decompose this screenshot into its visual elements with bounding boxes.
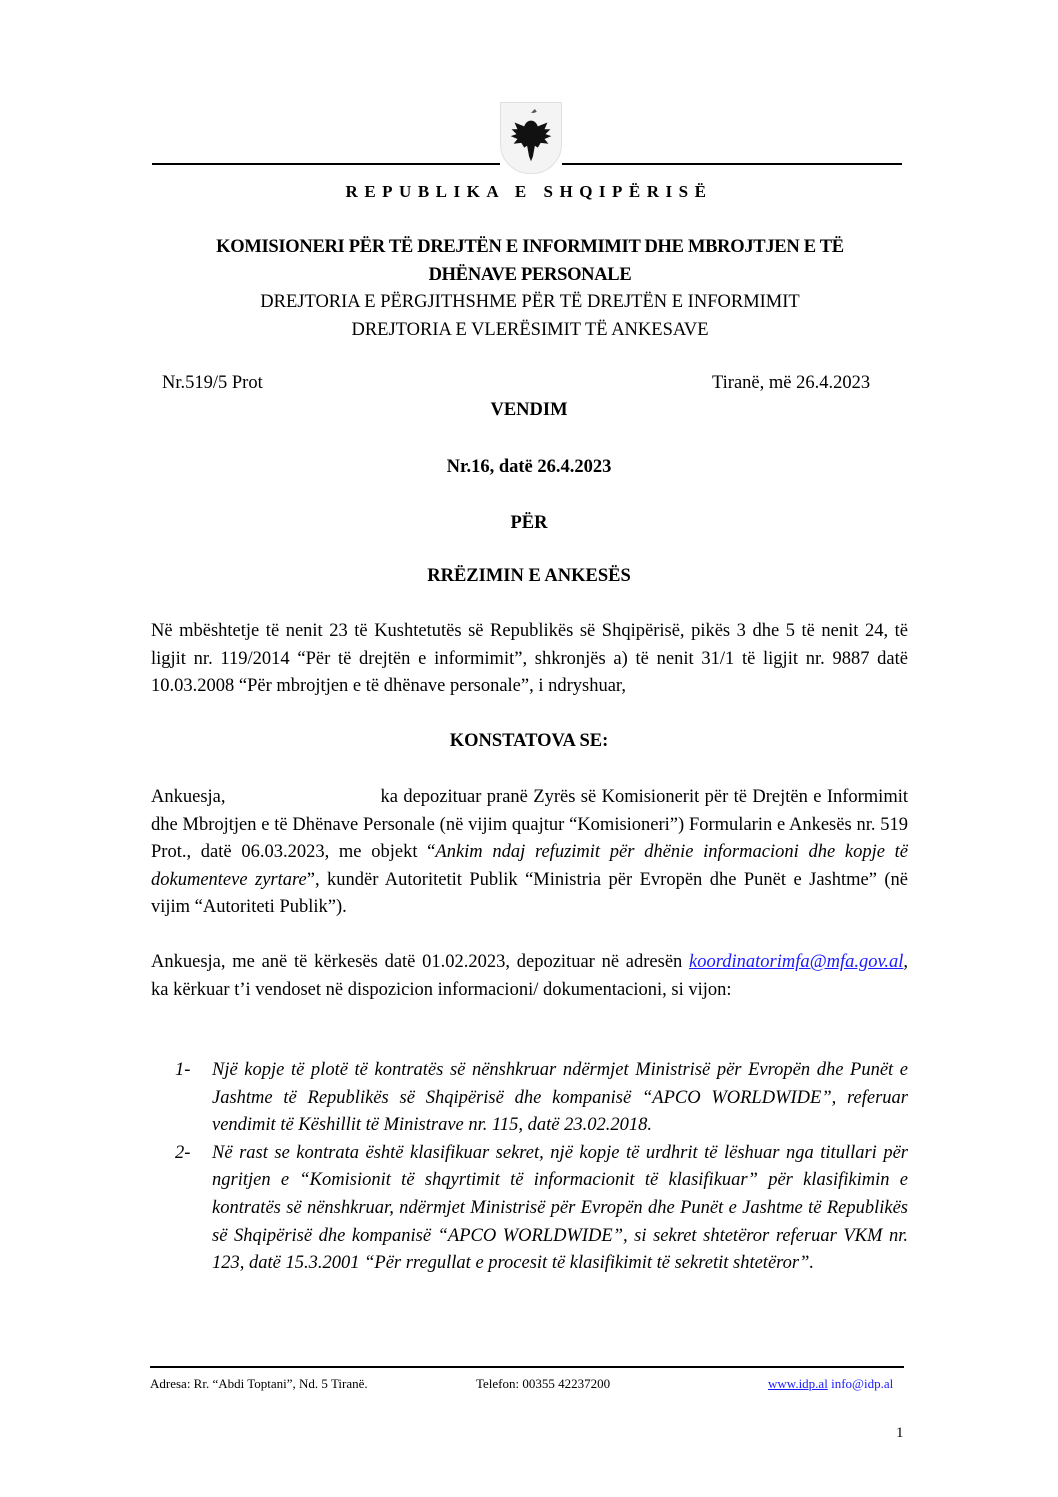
directorate: DREJTORIA E VLERËSIMIT TË ANKESAVE [351,320,709,340]
list-item [175,1057,908,1140]
email-link[interactable]: koordinatorimfa@mfa.gov.al [689,952,904,972]
directorate-general: DREJTORIA E PËRGJITHSHME PËR TË DREJTËN E INFORMIMIT [260,292,800,312]
requests-list [175,1057,908,1278]
complaint-paragraph: Ankuesja, ka depozituar pranë Zyrës së Komisionerit për të Drejtën e Informimit dhe Mbrojtjen e të Dhënave Personale (në vijim quajtur “Komisioneri”) Formularin e Ankesës nr. 519 Prot., datë 06.03.2023, me objekt “Ankim ndaj refuzimit për dhënie informacioni dhe kopje të dokumenteve zyrtare”, kundër Autoritetit Publik “Ministria për Evropën dhe Punët e Jashtme” (në vijim “Autoriteti Publik”). [151,787,908,918]
request-paragraph: Ankuesja, me anë të kërkesës datë 01.02.2023, depozituar në adresën koordinatorimfa@mfa.gov.al, ka kërkuar t’i vendoset në dispozicion informacioni/ dokumentacioni, si vijon: [151,952,908,1000]
decision-number-date: Nr.16, datë 26.4.2023 [446,457,612,477]
directorates [140,288,920,344]
legal-basis-paragraph: Në mbështetje të nenit 23 të Kushtetutës së Republikës së Shqipërisë, pikës 3 dhe 5 të nenit 24, të ligjit nr. 119/2014 “Për të drejtën e informimit”, shkronjës a) të nenit 31/1 të ligjit nr. 9887 datë 10.03.2008 “Për mbrojtjen e të dhënave personale”, i ndryshuar, [151,621,908,697]
header-rule-right [562,163,902,165]
place-date: Tiranë, më 26.4.2023 [712,373,871,393]
footer-links [768,1376,893,1392]
header-rule-left [152,163,500,165]
list-item-number: 2- [175,1142,191,1163]
complainant-label: Ankuesja, [151,787,226,807]
footer-rule [150,1366,904,1368]
page-number: 1 [896,1425,904,1441]
decision-subject: RRËZIMIN E ANKESËS [427,566,631,586]
list-item [175,1140,908,1278]
footer-address: Adresa: Rr. “Abdi Toptani”, Nd. 5 Tiranë. [150,1376,368,1391]
footer-email-link[interactable]: info@idp.al [831,1376,894,1391]
list-item-text: Një kopje të plotë të kontratës së nënshkruar ndërmjet Ministrisë për Evropën dhe Punët e Jashtme të Republikës së Shqipërisë dhe kompanisë “APCO WORLDWIDE”, referuar vendimit të Këshillit të Ministrave nr. 115, datë 23.02.2018. [212,1060,908,1136]
list-item-number: 1- [175,1060,191,1080]
institution-line-2: DHËNAVE PERSONALE [428,265,632,285]
institution-name [140,233,920,289]
decision-for: PËR [510,513,548,533]
list-item-text: Në rast se kontrata është klasifikuar sekret, një kopje të urdhrit të lëshuar nga titullari për ngritjen e “Komisionit të shqyrtimit të informacionit të klasifikuar” për klasifikimin e kontratës së nënshkruar, ndërmjet Ministrisë për Evropën dhe Punët e Jashtme të Republikës së Shqipërisë dhe kompanisë “APCO WORLDWIDE”, si sekret shtetëror referuar VKM nr. 123, datë 15.3.2001 “Për rregullat e procesit të klasifikimit të sekretit shtetëror”. [212,1142,908,1274]
protocol-number: Nr.519/5 Prot [162,373,263,393]
coat-of-arms-icon [500,102,562,174]
footer-phone: Telefon: 00355 42237200 [476,1376,611,1391]
institution-line-1: KOMISIONERI PËR TË DREJTËN E INFORMIMIT DHE MBROJTJEN E TË [216,237,844,257]
country-name: REPUBLIKA E SHQIPËRISË [345,182,713,201]
decision-title: VENDIM [490,400,568,420]
website-link[interactable]: www.idp.al [768,1376,828,1391]
complaint-object: Ankim ndaj refuzimit për dhënie informacioni dhe kopje të dokumenteve zyrtare [151,842,908,890]
findings-heading: KONSTATOVA SE: [449,731,609,751]
